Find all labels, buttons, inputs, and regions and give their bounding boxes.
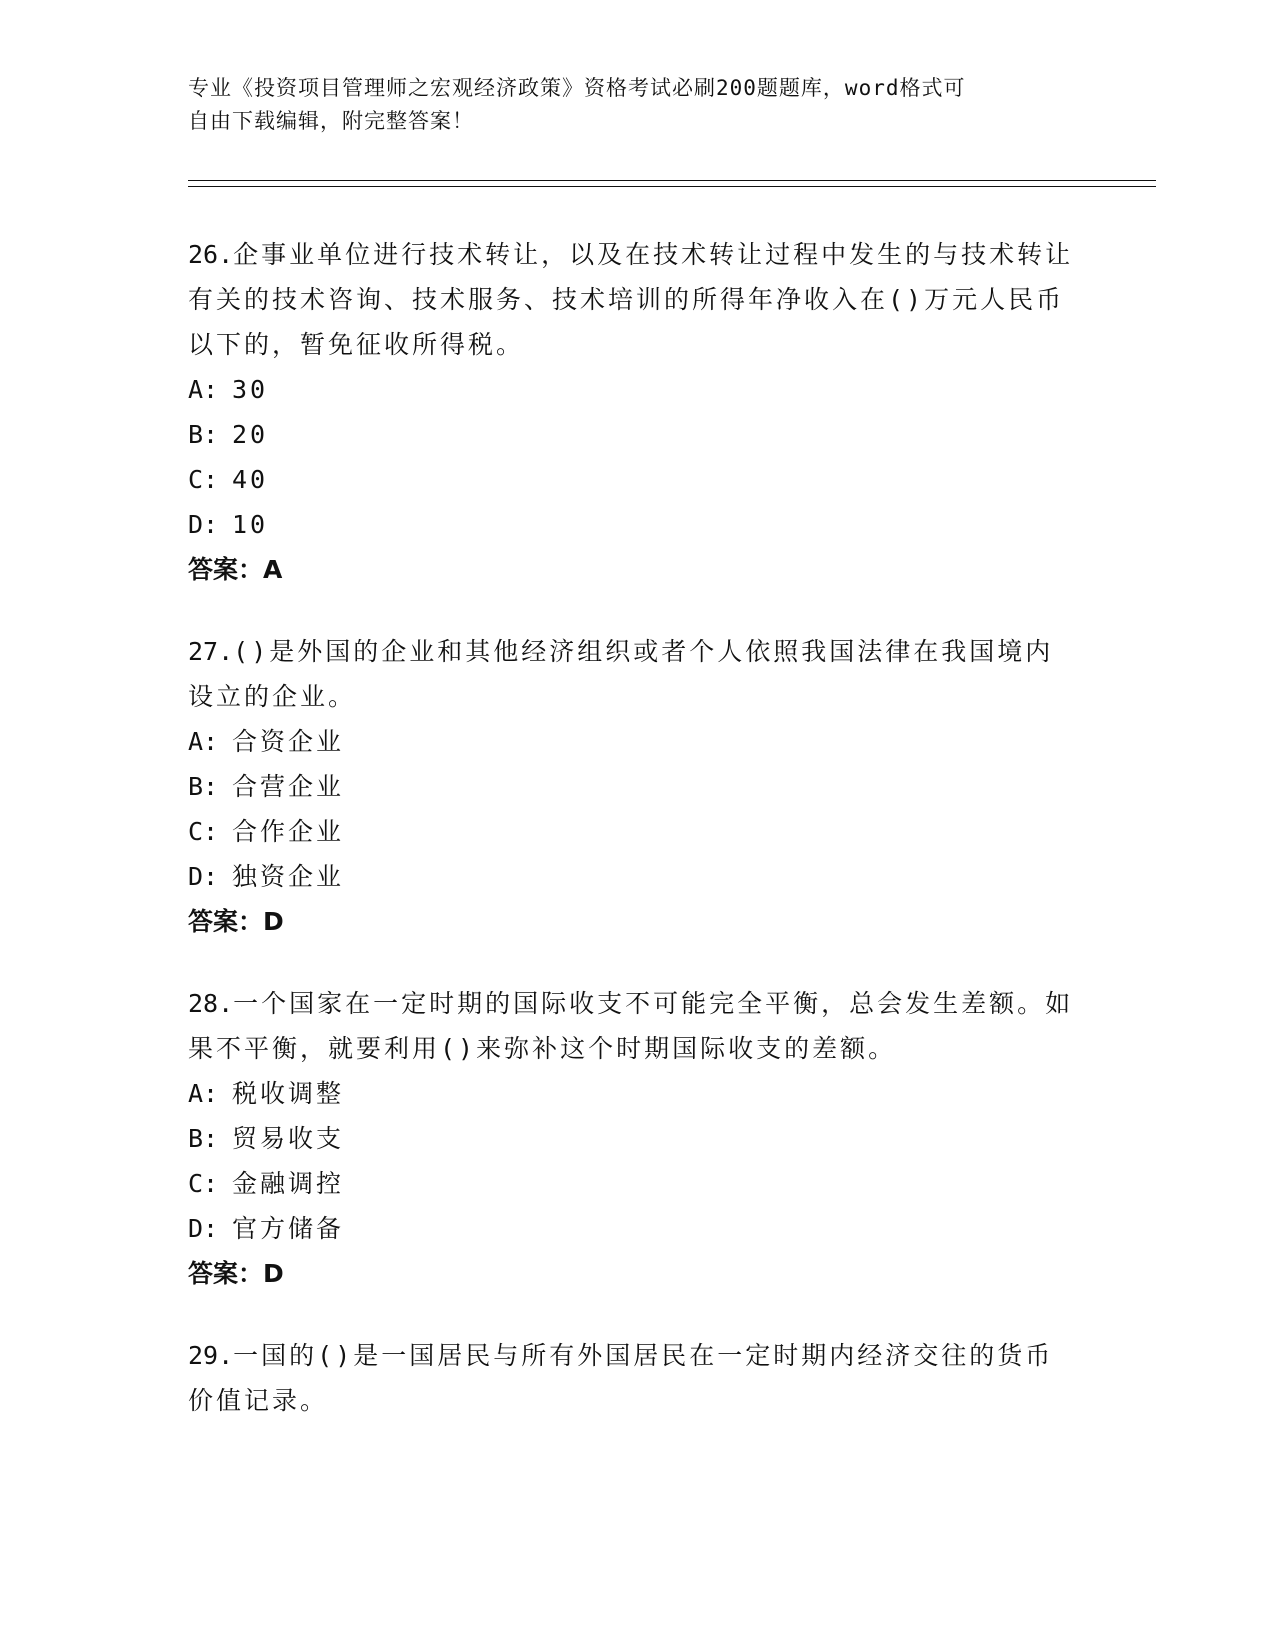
header-divider-top xyxy=(188,180,1156,181)
question-number: 28. xyxy=(188,989,234,1018)
option-key: C: xyxy=(188,465,219,494)
option-text: 20 xyxy=(232,420,269,449)
option-d xyxy=(188,854,1078,899)
option-text: 10 xyxy=(232,510,269,539)
option-key: D: xyxy=(188,510,219,539)
question-text: 企事业单位进行技术转让，以及在技术转让过程中发生的与技术转让有关的技术咨询、技术服务、技术培训的所得年净收入在()万元人民币以下的，暂免征收所得税。 xyxy=(188,240,1074,359)
answer-line: 答案：D xyxy=(188,1259,284,1288)
option-key: D: xyxy=(188,862,219,891)
option-text: 合作企业 xyxy=(232,817,345,846)
option-b xyxy=(188,412,1078,457)
question-stem xyxy=(188,629,1078,719)
option-b xyxy=(188,1116,1078,1161)
option-key: B: xyxy=(188,420,219,449)
option-text: 合营企业 xyxy=(232,772,345,801)
option-key: D: xyxy=(188,1214,219,1243)
option-key: C: xyxy=(188,817,219,846)
answer-line: 答案：A xyxy=(188,555,283,584)
option-b xyxy=(188,764,1078,809)
option-d xyxy=(188,1206,1078,1251)
question-list xyxy=(188,232,1078,1460)
question-27 xyxy=(188,629,1078,944)
option-key: B: xyxy=(188,1124,219,1153)
option-key: C: xyxy=(188,1169,219,1198)
option-a xyxy=(188,367,1078,412)
option-text: 贸易收支 xyxy=(232,1124,345,1153)
option-c xyxy=(188,809,1078,854)
question-stem xyxy=(188,232,1078,367)
header-line-1: 专业《投资项目管理师之宏观经济政策》资格考试必刷200题题库，word格式可 xyxy=(188,76,966,100)
option-text: 30 xyxy=(232,375,269,404)
option-text: 独资企业 xyxy=(232,862,345,891)
question-text: ()是外国的企业和其他经济组织或者个人依照我国法律在我国境内设立的企业。 xyxy=(188,637,1054,711)
option-key: A: xyxy=(188,375,219,404)
option-key: B: xyxy=(188,772,219,801)
document-header xyxy=(188,72,1068,138)
option-a xyxy=(188,719,1078,764)
option-c xyxy=(188,457,1078,502)
header-line-2: 自由下载编辑，附完整答案！ xyxy=(188,109,474,133)
option-text: 金融调控 xyxy=(232,1169,345,1198)
option-text: 40 xyxy=(232,465,269,494)
option-c xyxy=(188,1161,1078,1206)
question-number: 26. xyxy=(188,240,234,269)
question-stem xyxy=(188,1333,1078,1423)
option-a xyxy=(188,1071,1078,1116)
question-29 xyxy=(188,1333,1078,1423)
question-number: 27. xyxy=(188,637,234,666)
option-text: 官方储备 xyxy=(232,1214,345,1243)
answer-line: 答案：D xyxy=(188,907,284,936)
question-text: 一个国家在一定时期的国际收支不可能完全平衡，总会发生差额。如果不平衡，就要利用()来弥补这个时期国际收支的差额。 xyxy=(188,989,1074,1063)
option-d xyxy=(188,502,1078,547)
option-text: 税收调整 xyxy=(232,1079,345,1108)
option-key: A: xyxy=(188,727,219,756)
option-text: 合资企业 xyxy=(232,727,345,756)
question-28 xyxy=(188,981,1078,1296)
question-text: 一国的()是一国居民与所有外国居民在一定时期内经济交往的货币价值记录。 xyxy=(188,1341,1054,1415)
option-key: A: xyxy=(188,1079,219,1108)
header-divider-bottom xyxy=(188,186,1156,187)
question-number: 29. xyxy=(188,1341,234,1370)
question-stem xyxy=(188,981,1078,1071)
question-26 xyxy=(188,232,1078,592)
